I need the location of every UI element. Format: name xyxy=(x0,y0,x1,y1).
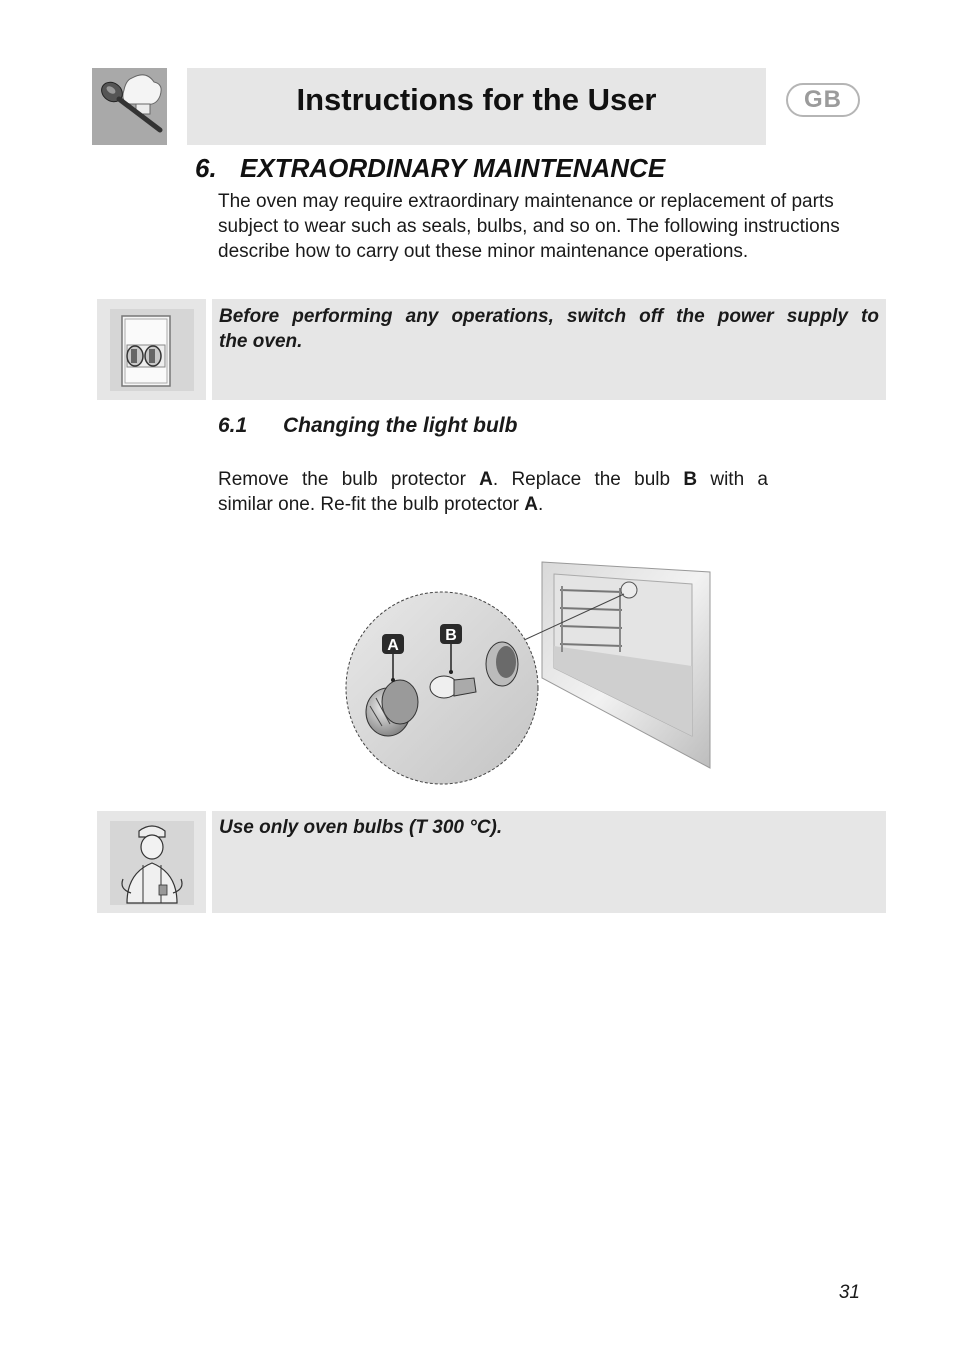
bulb-socket xyxy=(486,642,518,686)
technician-icon xyxy=(97,811,206,913)
label-a: A xyxy=(524,494,538,515)
tip-note-icon-box xyxy=(97,811,206,913)
text-segment: similar one. Re-fit the bulb protector xyxy=(218,494,525,515)
page-header-title: Instructions for the User xyxy=(296,82,657,117)
warning-note-icon-box xyxy=(97,299,206,400)
label-a-text: A xyxy=(387,637,399,654)
light-bulb-figure xyxy=(340,556,715,792)
warning-note-text xyxy=(219,304,879,354)
text-segment: . Replace the bulb xyxy=(492,469,684,490)
warning-line: the oven. xyxy=(219,331,303,352)
text-segment: Remove the bulb protector xyxy=(218,469,480,490)
instruction-paragraph xyxy=(218,467,768,517)
zoom-detail-circle xyxy=(346,592,538,784)
oven-cavity xyxy=(542,562,710,768)
page-number: 31 xyxy=(838,1282,860,1303)
instruction-line xyxy=(218,494,543,515)
label-b: B xyxy=(683,469,698,490)
intro-paragraph xyxy=(218,189,880,264)
section-heading xyxy=(195,153,665,184)
language-badge: GB xyxy=(786,83,860,117)
oven-knobs-icon xyxy=(97,299,206,400)
text-segment: . xyxy=(537,494,544,515)
section-title: EXTRAORDINARY MAINTENANCE xyxy=(240,153,666,183)
subsection-title: Changing the light bulb xyxy=(283,414,518,437)
tip-note-text: Use only oven bulbs (T 300 °C). xyxy=(219,817,503,838)
subsection-number: 6.1 xyxy=(218,414,248,437)
label-b-text: B xyxy=(445,627,457,644)
text-segment: with a xyxy=(697,469,768,490)
subsection-heading xyxy=(218,414,517,438)
section-number: 6. xyxy=(195,153,217,183)
intro-line: describe how to carry out these minor maintenance operations. xyxy=(218,241,749,262)
logo-spoon-chef-hat-icon xyxy=(92,68,167,145)
intro-line: The oven may require extraordinary maintenance or replacement of parts xyxy=(218,191,834,212)
intro-line: subject to wear such as seals, bulbs, and so on. The following instructions xyxy=(218,216,840,237)
warning-line: Before performing any operations, switch off the power supply to xyxy=(219,306,879,327)
instruction-line xyxy=(218,467,768,492)
label-a: A xyxy=(479,469,493,490)
